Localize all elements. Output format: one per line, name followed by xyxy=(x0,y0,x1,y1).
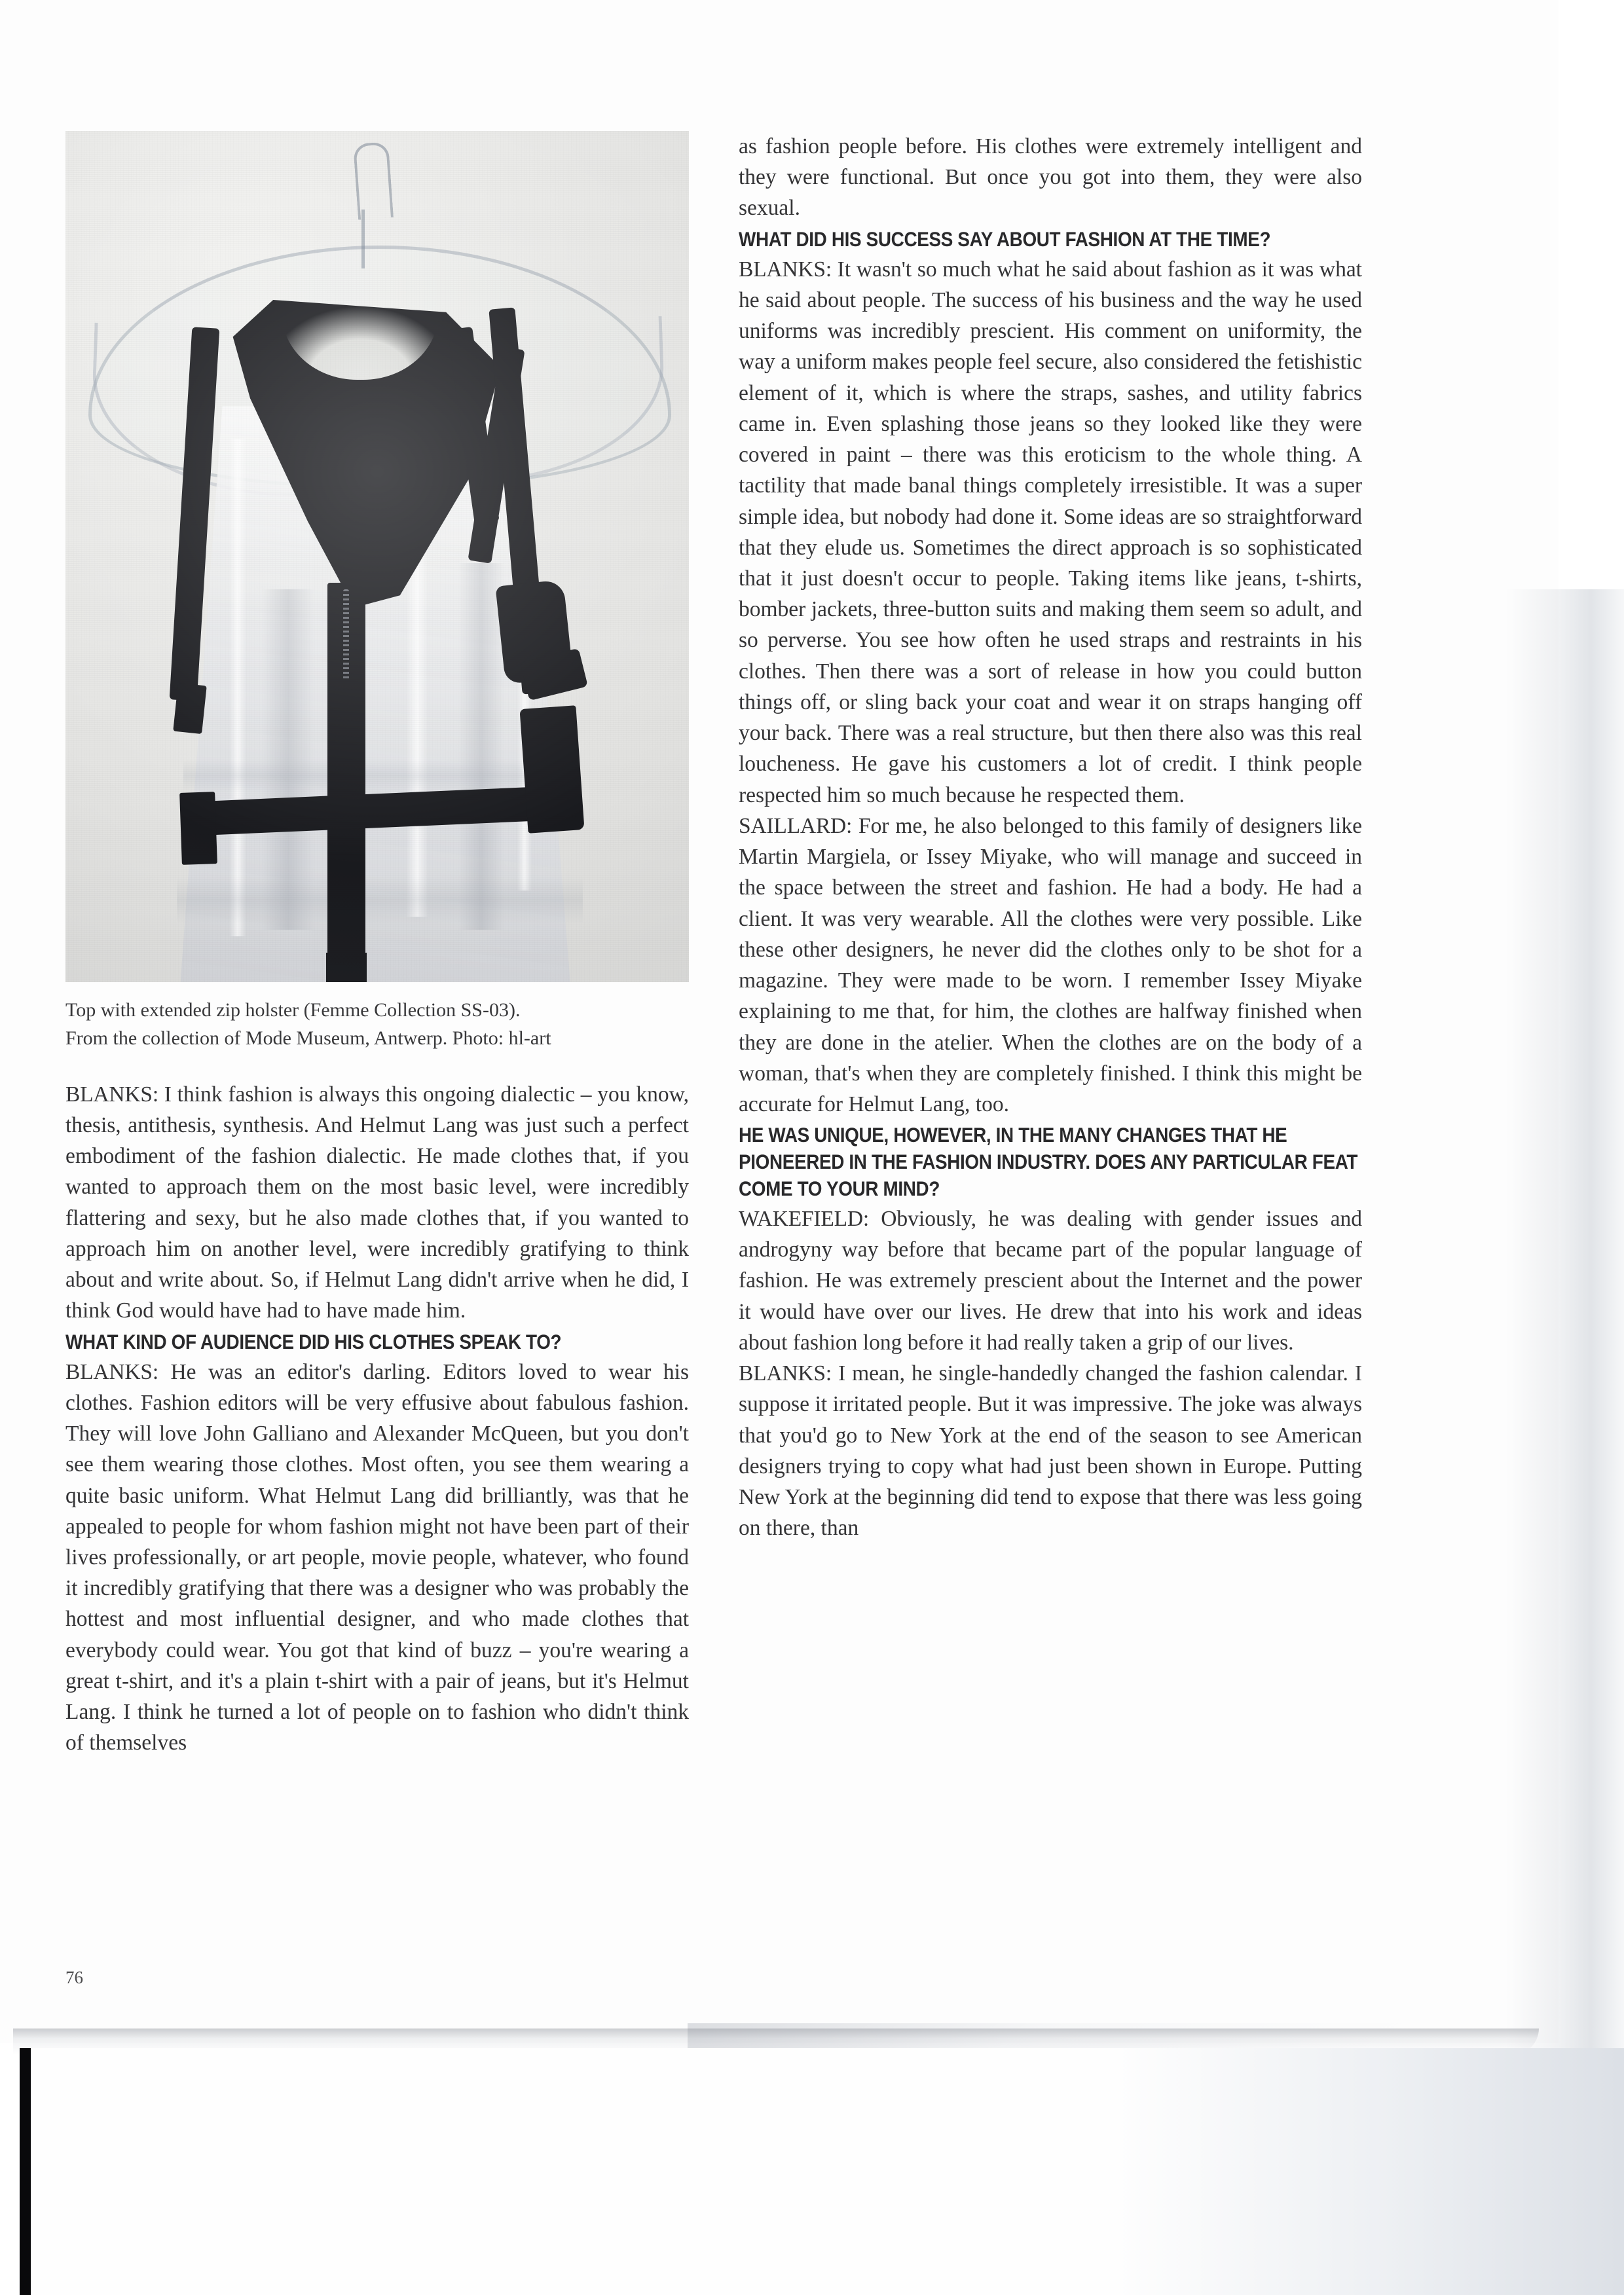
caption-line-1: Top with extended zip holster (Femme Collection SS-03). xyxy=(65,999,521,1021)
garment-photograph xyxy=(65,131,689,982)
paragraph-answer xyxy=(739,811,1362,1120)
hanger-hook-icon xyxy=(353,141,394,219)
left-column xyxy=(65,131,689,1759)
speaker-label: BLANKS: xyxy=(65,1359,158,1384)
scanner-backdrop xyxy=(31,2048,1624,2295)
paragraph-answer xyxy=(739,254,1362,811)
speaker-label: BLANKS: xyxy=(739,257,832,282)
speaker-label: SAILLARD: xyxy=(739,813,853,838)
zipper-teeth xyxy=(343,589,349,681)
speaker-label: WAKEFIELD: xyxy=(739,1207,869,1232)
paragraph-text: I think fashion is always this ongoing dialectic – you know, thesis, antithesis, synthesis. And Helmut Lang was just such a perfect embodiment of the fashion dialectic. He made clothes that, if you wanted to approach them on the most basic level, were incredibly flattering and sexy, but he also made clothes that, if you wanted to approach him on another level, were incredibly gratifying to think about and write about. So, if Helmut Lang didn't arrive when he did, I think God would have had to have made him. xyxy=(65,1082,689,1323)
sash-left-drop xyxy=(179,792,217,865)
zip-holster-end xyxy=(326,953,367,982)
speaker-label: BLANKS: xyxy=(739,1361,832,1386)
right-column xyxy=(739,131,1362,1544)
interview-question-heading: HE WAS UNIQUE, HOWEVER, IN THE MANY CHANGES THAT HE PIONEERED IN THE FASHION INDUSTRY. DOES ANY PARTICULAR FEAT COME TO YOUR MIND? xyxy=(739,1123,1358,1201)
paragraph-text: I mean, he single-handedly changed the fashion calendar. I suppose it irritated people. But it was impressive. The joke was always that you'd go to New York at the end of the season to see American designers trying to copy what had just been shown in Europe. Putting New York at the beginning did tend to expose that there was less going on there, than xyxy=(739,1361,1362,1541)
paragraph-answer xyxy=(65,1079,689,1327)
caption-line-2: From the collection of Mode Museum, Antwerp. Photo: hl-art xyxy=(65,1027,551,1049)
paragraph-text: For me, he also belonged to this family of designers like Martin Margiela, or Issey Miyake, who will manage and succeed in the space between the street and fashion. He had a body. He had a client. It was very wearable. All the clothes were very possible. Like these other designers, he never did the clothes only to be shot for a magazine. They were made to be worn. I remember Issey Miyake explaining to me that, for him, the clothes are halfway finished when they are done in the atelier. When the clothes are on the body of a woman, that's when they are completely finished. I think this might be accurate for Helmut Lang, too. xyxy=(739,813,1362,1116)
interview-question-heading: WHAT KIND OF AUDIENCE DID HIS CLOTHES SPEAK TO? xyxy=(65,1329,562,1353)
paragraph-answer xyxy=(65,1357,689,1759)
speaker-label: BLANKS: xyxy=(65,1082,158,1107)
strap-left-tip xyxy=(173,683,206,734)
paragraph-text: It wasn't so much what he said about fashion as it was what he said about people. The success of his business and the way he used uniforms was incredibly prescient. His comment on uniformity, the way a uniform makes people feel secure, also considered the fetishistic element of it, which is where the straps, sashes, and utility fabrics came in. Even splashing those jeans so they looked like they were covered in paint – there was this eroticism to the whole thing. A tactility that made banal things completely irresistible. It was a super simple idea, but nobody had done it. Some ideas are so straightforward that they elude us. Sometimes the direct approach is so sophisticated that it just doesn't occur to people. Taking items like jeans, t-shirts, bomber jackets, three-button suits and making them seem so adult, and so perverse. You see how often he used straps and restraints in his clothes. Then there was a sort of release in how you could button things off, or sling back your coat and wear it on straps hanging off your back. There was a real structure, but then there also was this real loucheness. He gave his customers a lot of credit. I think people respected him so much because he respected them. xyxy=(739,257,1362,807)
caption-spacer xyxy=(65,1053,689,1079)
paragraph-answer xyxy=(739,1203,1362,1358)
paragraph-text: Obviously, he was dealing with gender issues and androgyny way before that became part of the popular language of fashion. He was extremely prescient about the Internet and the power it would have over our lives. He drew that into his work and ideas about fashion long before it had really taken a grip of our lives. xyxy=(739,1207,1362,1355)
paragraph-text: He was an editor's darling. Editors loved to wear his clothes. Fashion editors will be very effusive about fabulous fashion. They will love John Galliano and Alexander McQueen, but you don't see them wearing those clothes. Most often, you see them wearing a quite basic uniform. What Helmut Lang did brilliantly, was that he appealed to people for whom fashion might not have been part of their lives professionally, or art people, movie people, whatever, who found it incredibly gratifying that there was a designer who was probably the hottest and most influential designer, and who made clothes that everybody could wear. You got that kind of buzz – you're wearing a great t-shirt, and it's a plain t-shirt with a pair of jeans, but it's Helmut Lang. I think he turned a lot of people on to fashion who didn't think of themselves xyxy=(65,1359,689,1755)
page-number: 76 xyxy=(65,1968,83,1987)
paragraph-continuation: as fashion people before. His clothes were extremely intelligent and they were functional. But once you got into them, they were also sexual. xyxy=(739,134,1362,221)
figure-caption xyxy=(65,997,689,1053)
scanner-edge-bar xyxy=(20,2048,31,2295)
paragraph-answer xyxy=(739,1358,1362,1543)
sash-right-drop xyxy=(519,705,584,834)
interview-question-heading: WHAT DID HIS SUCCESS SAY ABOUT FASHION AT THE TIME? xyxy=(739,227,1271,251)
